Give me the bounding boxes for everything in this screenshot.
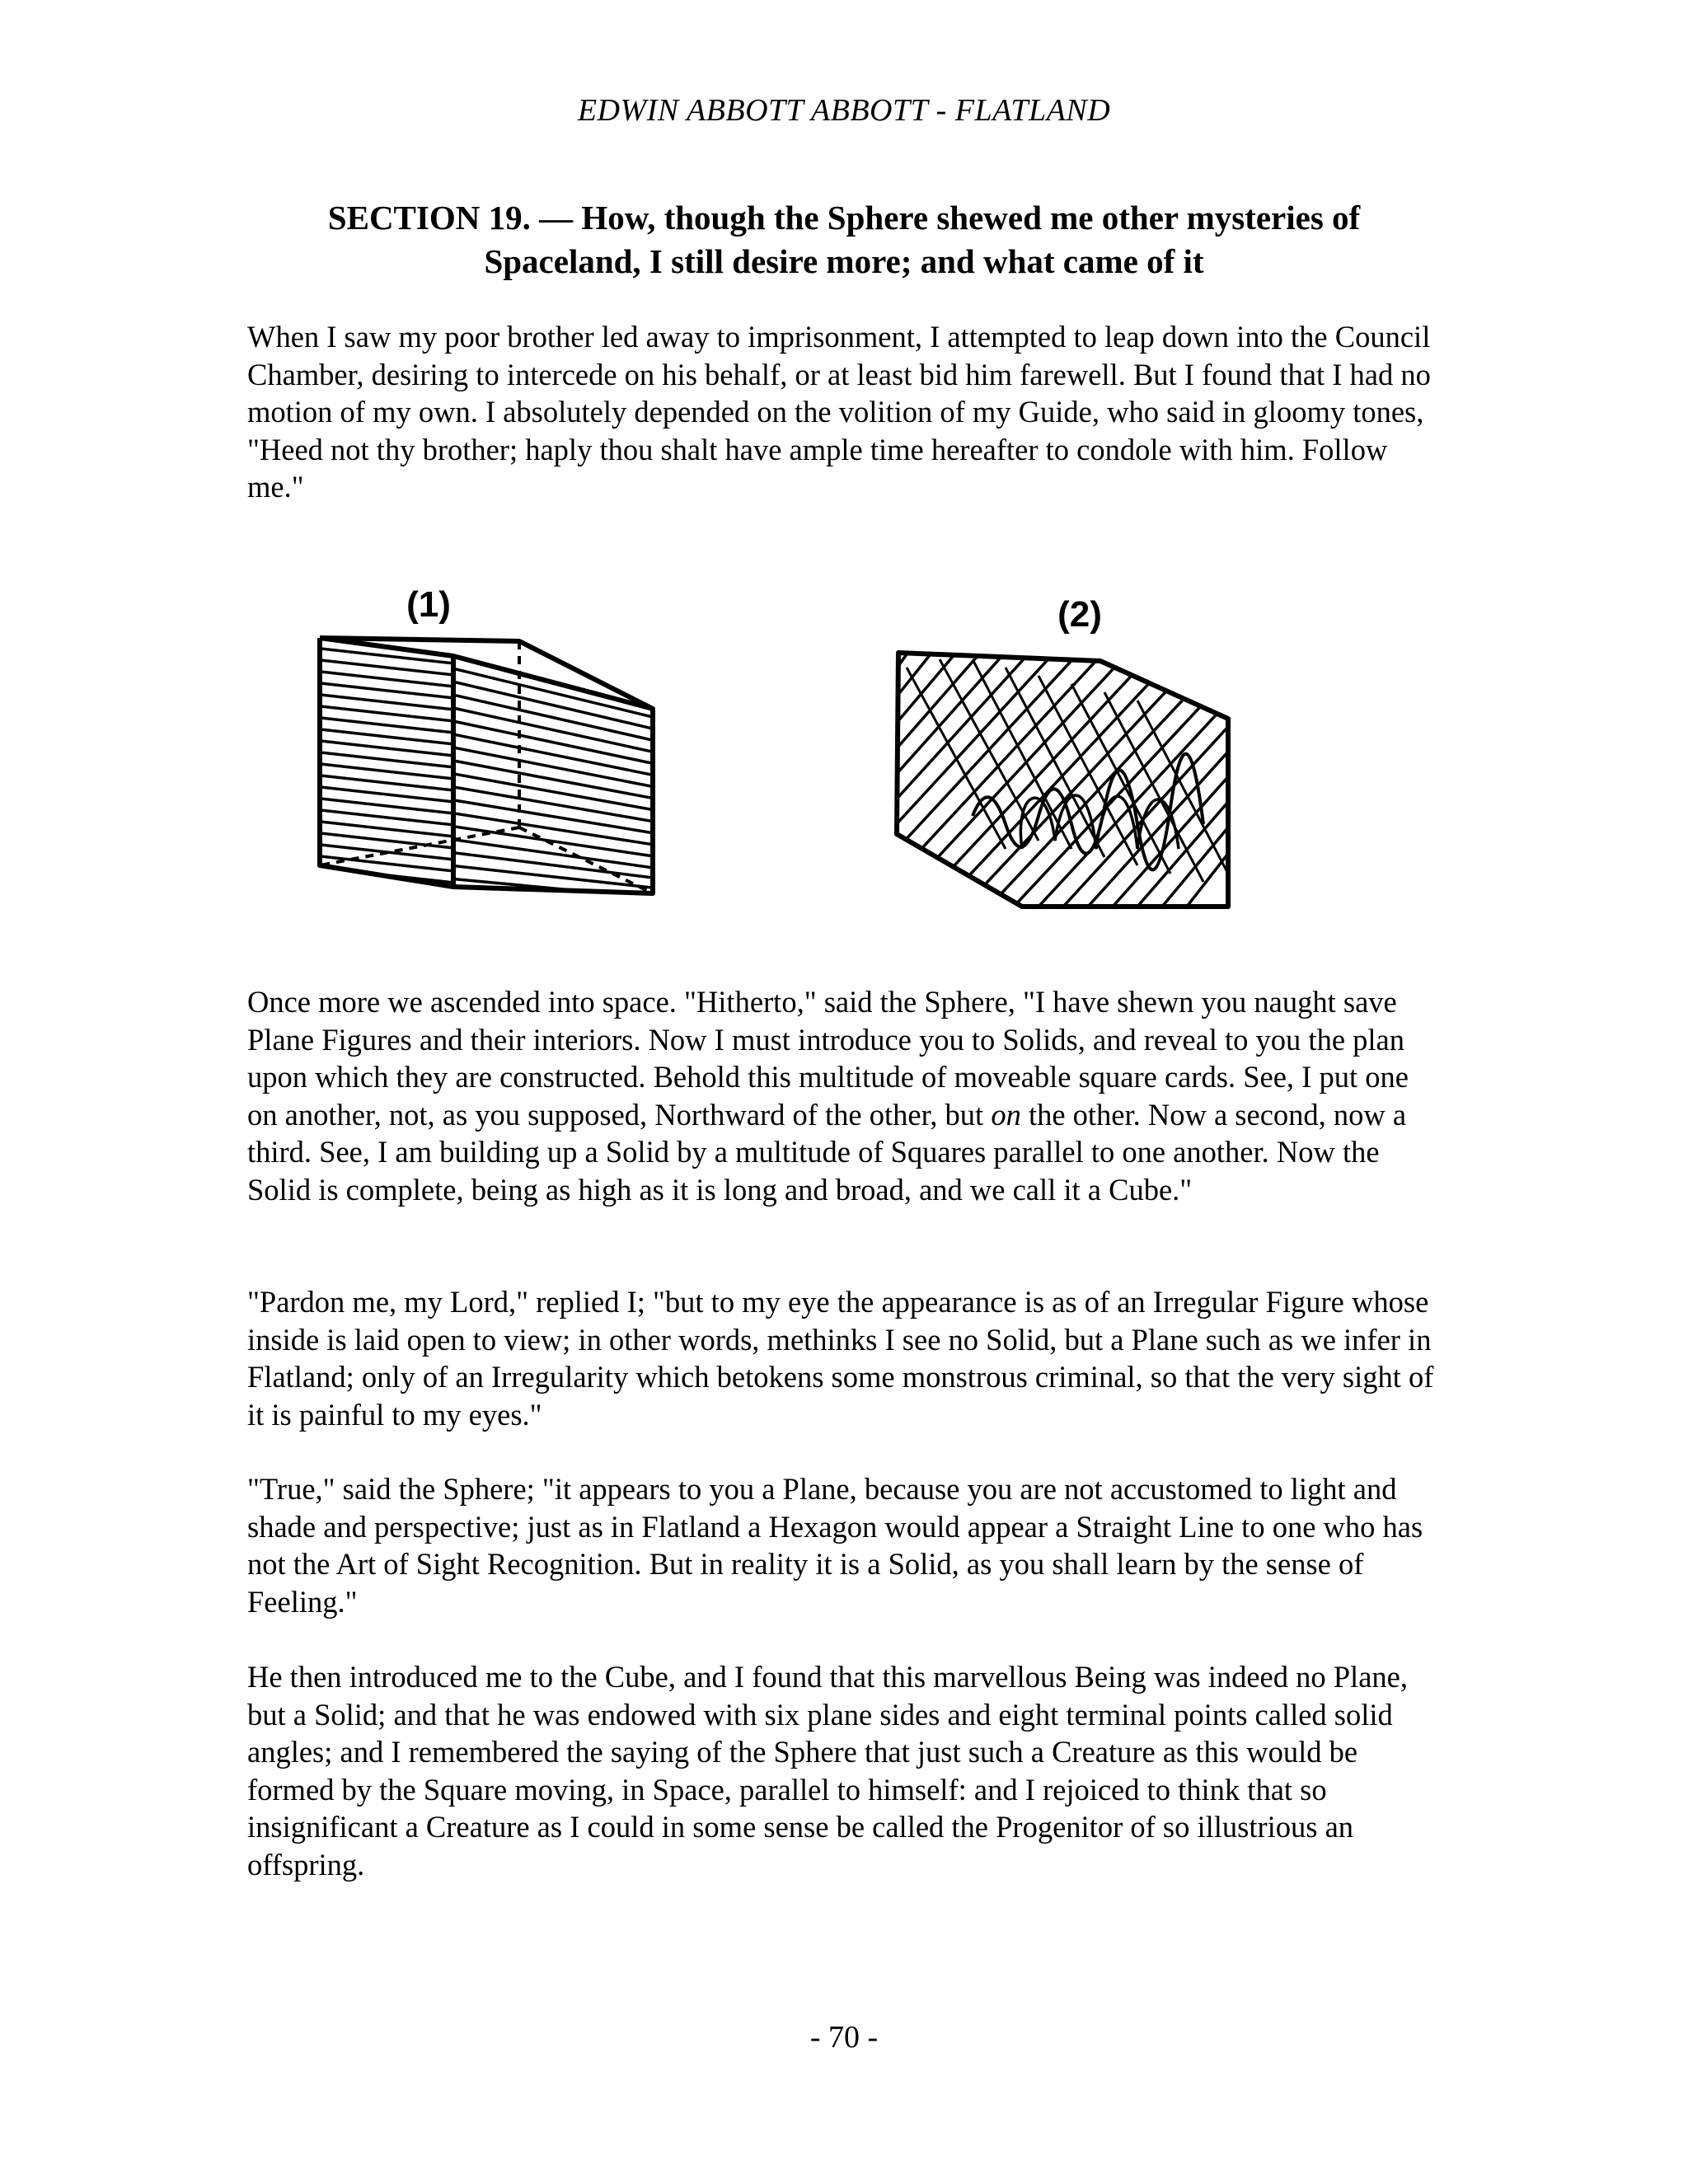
running-header: EDWIN ABBOTT ABBOTT - FLATLAND [577, 93, 1111, 128]
paragraph-3: "Pardon me, my Lord," replied I; "but to my eye the appearance is as of an Irregular Figure whose inside is laid open to view; in other words, methinks I see no Solid, but a Plane such as we infer in Flatland; only of an Irregularity which betokens some monstrous criminal, so that the very sight of it is painful to my eyes." [247, 1285, 1434, 1432]
figure-label-2: (2) [1057, 594, 1102, 635]
cube-front-face-stripes [313, 648, 462, 883]
cube-illustration [297, 577, 1286, 923]
paragraph-2-part-2: the other. Now a second, now a third. See, I am building up a Solid by a multitude of Squares parallel to one another. Now the Solid is complete, being as high as it is long and broad, and we call it a Cube." [247, 1097, 1407, 1207]
stacked-squares-cube [313, 638, 659, 898]
figure-label-1: (1) [406, 584, 451, 625]
shaded-irregular-figure [874, 643, 1245, 907]
shading-hatch [874, 643, 1245, 907]
paragraph-2-part-1: Once more we ascended into space. "Hitherto," said the Sphere, "I have shewn you naught save Plane Figures and their interiors. Now I must introduce you to Solids, and reveal to you the plan upon which they are constructed. Behold this multitude of moveable square cards. See, I put one on another, not, as you supposed, Northward of the other, but [247, 985, 1409, 1132]
section-title: SECTION 19. — How, though the Sphere shewed me other mysteries of Spaceland, I still desire more; and what came of it [327, 199, 1361, 280]
cube-figures-svg [297, 577, 1286, 923]
paragraph-1: When I saw my poor brother led away to imprisonment, I attempted to leap down into the Council Chamber, desiring to intercede on his behalf, or at least bid him farewell. But I found that I had no motion of my own. I absolutely depended on the volition of my Guide, who said in gloomy tones, "Heed not thy brother; haply thou shalt have ample time hereafter to condole with him. Follow me." [247, 320, 1431, 504]
page-number: - 70 - [809, 2020, 879, 2055]
paragraph-4: "True," said the Sphere; "it appears to you a Plane, because you are not accustomed to light and shade and perspective; just as in Flatland a Hexagon would appear a Straight Line to one who has not the Art of Sight Recognition. But in reality it is a Solid, as you shall learn by the sense of Feeling." [247, 1472, 1423, 1619]
paragraph-2-emphasis: on [991, 1097, 1021, 1132]
paragraph-2 [247, 983, 1442, 1209]
paragraph-5: He then introduced me to the Cube, and I found that this marvellous Being was indeed no Plane, but a Solid; and that he was endowed with six plane sides and eight terminal points called solid angles; and I remembered the saying of the Sphere that just such a Creature as this would be formed by the Square moving, in Space, parallel to himself: and I rejoiced to think that so insignificant a Creature as I could in some sense be called the Progenitor of so illustrious an offspring. [247, 1660, 1408, 1882]
